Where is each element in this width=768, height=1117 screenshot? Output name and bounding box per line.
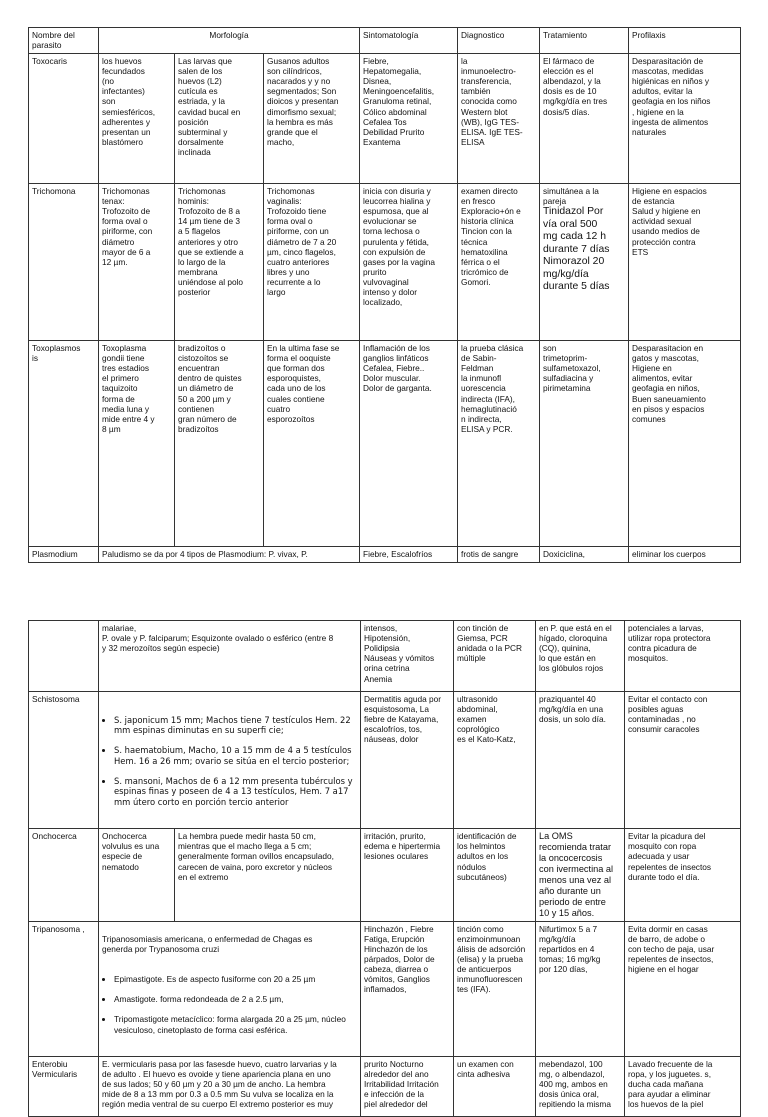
cell-name: Onchocerca [29,829,99,921]
parasite-table-part-2 [28,620,741,1117]
cell-profilaxis: Evitar el contacto con posibles aguas contaminadas , no consumir caracoles [625,692,741,829]
cell-sintoma: irritación, prurito, edema e hipertermia lesiones oculares [361,829,454,921]
cell-morph-1: Toxoplasma gondii tiene tres estadios el primero taquizoito forma de media luna y mide entre 4 y 8 µm [99,341,175,547]
cell-sintoma: inicia con disuria y leucorrea hialina y espumosa, que al evolucionar se torna lechosa o purulenta y fétida, con expulsión de gases por la vagina prurito vulvovaginal intenso y dolor localizado, [360,184,458,341]
cell-sintoma: intensos, Hipotensión, Polidipsia Náuseas y vómitos orina cetrina Anemia [361,621,454,692]
cell-profilaxis: Desparasitación de mascotas, medidas higiénicas en niños y adultos, evitar la geofagia en los niños , higiene en la ingesta de alimentos naturales [629,54,741,184]
cell-name: Schistosoma [29,692,99,829]
header-tratamiento: Tratamiento [540,28,629,54]
parasite-table-part-1 [28,27,741,563]
cell-name: Enterobiu Vermicularis [29,1056,99,1116]
cell-morph-2: Trichomonas hominis: Trofozoito de 8 a 14 µm tiene de 3 a 5 flagelos anteriores y otro que se extiende a lo largo de la membrana uniéndose al polo posterior [175,184,264,341]
row-schistosoma [29,692,741,829]
row-toxoplasmosis [29,341,741,547]
cell-diagnostico: examen directo en fresco Exploracio+ón e historia clínica Tincion con la técnica hematoxilina férrica o el tricrómico de Gomori. [458,184,540,341]
cell-tratamiento: mebendazol, 100 mg, o albendazol, 400 mg, ambos en dosis única oral, repitiendo la misma [536,1056,625,1116]
row-enterobius [29,1056,741,1116]
cell-name: Tripanosoma , [29,921,99,1056]
page-break [0,567,768,619]
cell-profilaxis: Higiene en espacios de estancia Salud y higiene en actividad sexual usando medios de protección contra ETS [629,184,741,341]
cell-diagnostico: identificación de los helmintos adultos en los nódulos subcutáneos) [454,829,536,921]
cell-morph-1: Onchocerca volvulus es una especie de nematodo [99,829,175,921]
cell-name: Trichomona [29,184,99,341]
cell-diagnostico: la prueba clásica de Sabin- Feldman la inmunofl uorescencia indirecta (IFA), hemaglutinació n indirecta, ELISA y PCR. [458,341,540,547]
cell-name: Toxocaris [29,54,99,184]
cell-profilaxis: Evitar la picadura del mosquito con ropa adecuada y usar repelentes de insectos durante todo el día. [625,829,741,921]
cell-morph: Paludismo se da por 4 tipos de Plasmodium: P. vivax, P. [99,547,360,563]
cell-name: Plasmodium [29,547,99,563]
row-tripanosoma [29,921,741,1056]
cell-name [29,621,99,692]
cell-profilaxis: Desparasitacion en gatos y mascotas, Higiene en alimentos, evitar geofagia en niños, Buen saneuamiento en pisos y espacios comunes [629,341,741,547]
list-item: • Amastigote. forma redondeada de 2 a 2.5 µm, [114,994,357,1004]
cell-morph-2: La hembra puede medir hasta 50 cm, mientras que el macho llega a 5 cm; generalmente forman ovillos encapsulado, carecen de vaina, poro excretor y núcleos en el extremo [175,829,361,921]
list-item: • Epimastigote. Es de aspecto fusiforme con 20 a 25 µm [114,974,357,984]
cell-tratamiento: La OMS recomienda tratar la oncocercosis con ivermectina al menos una vez al año durante un periodo de entre 10 y 15 años. [536,829,625,921]
tripanosoma-intro: Tripanosomiasis americana, o enfermedad de Chagas es generda por Trypanosoma cruzi [102,933,313,954]
header-name: Nombre del parasito [29,28,99,54]
cell-diagnostico: con tinción de Giemsa, PCR anidada o la PCR múltiple [454,621,536,692]
cell-name: Toxoplasmos is [29,341,99,547]
list-item: • S. japonicum 15 mm; Machos tiene 7 testículos Hem. 22 mm espinas diminutas en su superfi cie; [114,715,357,736]
cell-diagnostico: la inmunoelectro- transferencia, también conocida como Western blot (WB), IgG TES- ELISA. IgE TES- ELISA [458,54,540,184]
cell-morph-1: los huevos fecundados (no infectantes) son semiesféricos, adherentes y presentan un blastómero [99,54,175,184]
cell-sintoma: Dermatitis aguda por esquistosoma, La fiebre de Katayama, escalofríos, tos, náuseas, dolor [361,692,454,829]
list-item: • S. haematobium, Macho, 10 a 15 mm de 4 a 5 testículos Hem. 16 a 26 mm; ovario se sitúa en el tercio posterior; [114,745,357,766]
cell-tratamiento: Nifurtimox 5 a 7 mg/kg/día repartidos en 4 tomas; 16 mg/kg por 120 días, [536,921,625,1056]
cell-sintoma: Fiebre, Hepatomegalia, Disnea, Meningoencefalitis, Granuloma retinal, Cólico abdominal Cefalea Tos Debilidad Prurito Exantema [360,54,458,184]
list-item: • S. mansoni, Machos de 6 a 12 mm presenta tubérculos y espinas finas y poseen de 4 a 13 testículos, Hem. 7 a17 mm útero corto en porción tercio anterior [114,776,357,807]
header-morfologia: Morfología [99,28,360,54]
cell-morph-1: Trichomonas tenax: Trofozoito de forma oval o piriforme, con diámetro mayor de 6 a 12 µm. [99,184,175,341]
cell-morph-3: En la ultima fase se forma el ooquiste que forman dos esporoquistes, cada uno de los cuales contiene cuatro esporozoítos [264,341,360,547]
cell-sintoma: Fiebre, Escalofríos [360,547,458,563]
cell-tratamiento: en P. que está en el hígado, cloroquina (CQ), quinina, lo que están en los glóbulos rojos [536,621,625,692]
cell-diagnostico: un examen con cinta adhesiva [454,1056,536,1116]
row-toxocaris [29,54,741,184]
row-onchocerca [29,829,741,921]
cell-diagnostico: ultrasonido abdominal, examen coprológico es el Kato-Katz, [454,692,536,829]
cell-tratamiento: son trimetoprim- sulfametoxazol, sulfadiacina y pirimetamina [540,341,629,547]
cell-sintoma: prurito Nocturno alrededor del ano Irritabilidad Irritación e infección de la piel alrededor del [361,1056,454,1116]
cell-tratamiento: praziquantel 40 mg/kg/día en una dosis, un solo día. [536,692,625,829]
cell-sintoma: Inflamación de los ganglios linfáticos Cefalea, Fiebre.. Dolor muscular. Dolor de garganta. [360,341,458,547]
cell-morph-2: bradizoítos o cistozoítos se encuentran dentro de quistes un diámetro de 50 a 200 µm y contienen gran número de bradizoítos [175,341,264,547]
header-profilaxis: Profilaxis [629,28,741,54]
header-row [29,28,741,54]
cell-morph-3: Trichomonas vaginalis: Trofozoido tiene forma oval o piriforme, con un diámetro de 7 a 20 µm, cinco flagelos, cuatro anteriores libres y uno recurrente a lo largo [264,184,360,341]
row-plasmodium-continued [29,621,741,692]
header-sintomatologia: Sintomatología [360,28,458,54]
trat-dosage: Tinidazol Por vía oral 500 mg cada 12 h durante 7 días Nimorazol 20 mg/kg/día durante 5 días [543,206,610,293]
cell-profilaxis: potenciales a larvas, utilizar ropa protectora contra picadura de mosquitos. [625,621,741,692]
header-diagnostico: Diagnostico [458,28,540,54]
cell-morph: malariae, P. ovale y P. falciparum; Esquizonte ovalado o esférico (entre 8 y 32 merozoítos según especie) [99,621,361,692]
cell-profilaxis: Evita dormir en casas de barro, de adobe o con techo de paja, usar repelentes de insectos, higiene en el hogar [625,921,741,1056]
cell-morph-3: Gusanos adultos son cilíndricos, nacarados y y no segmentados; Son dioicos y presentan dimorfismo sexual; la hembra es más grande que el macho, [264,54,360,184]
cell-tratamiento: El fármaco de elección es el albendazol, y la dosis es de 10 mg/kg/día en tres dosis/5 días. [540,54,629,184]
cell-diagnostico: tinción como enzimoinmunoan álisis de adsorción (elisa) y la prueba de anticuerpos inmunofluorescen tes (IFA). [454,921,536,1056]
cell-diagnostico: frotis de sangre [458,547,540,563]
row-plasmodium [29,547,741,563]
cell-morph [99,692,361,829]
cell-morph [99,921,361,1056]
cell-morph: E. vermicularis pasa por las fasesde huevo, cuatro larvarias y la de adulto . El huevo es ovoide y tiene apariencia plana en uno de sus lados; 50 y 60 µm y 20 a 30 µm de ancho. La hembra mide de 8 a 13 mm por 0.3 a 0.5 mm Su vulva se localiza en la región media ventral de su cuerpo El extremo posterior es muy [99,1056,361,1116]
trat-intro: simultánea a la pareja [543,186,599,207]
tripanosoma-stages-list [102,964,357,1045]
cell-profilaxis: Lavado frecuente de la ropa, y los juguetes. s, ducha cada mañana para ayudar a eliminar los huevos de la piel [625,1056,741,1116]
row-trichomona [29,184,741,341]
cell-tratamiento: Doxiciclina, [540,547,629,563]
cell-profilaxis: eliminar los cuerpos [629,547,741,563]
cell-sintoma: Hinchazón , Fiebre Fatiga, Erupción Hinchazón de los párpados, Dolor de cabeza, diarrea o vómitos, Ganglios inflamados, [361,921,454,1056]
cell-morph-2: Las larvas que salen de los huevos (L2) cutícula es estriada, y la cavidad bucal en posición subterminal y dorsalmente inclinada [175,54,264,184]
cell-tratamiento [540,184,629,341]
schistosoma-species-list [102,704,357,817]
list-item: • Tripomastigote metacíclico: forma alargada 20 a 25 µm, núcleo vesiculoso, cinetoplasto de forma casi esférica. [114,1014,357,1034]
